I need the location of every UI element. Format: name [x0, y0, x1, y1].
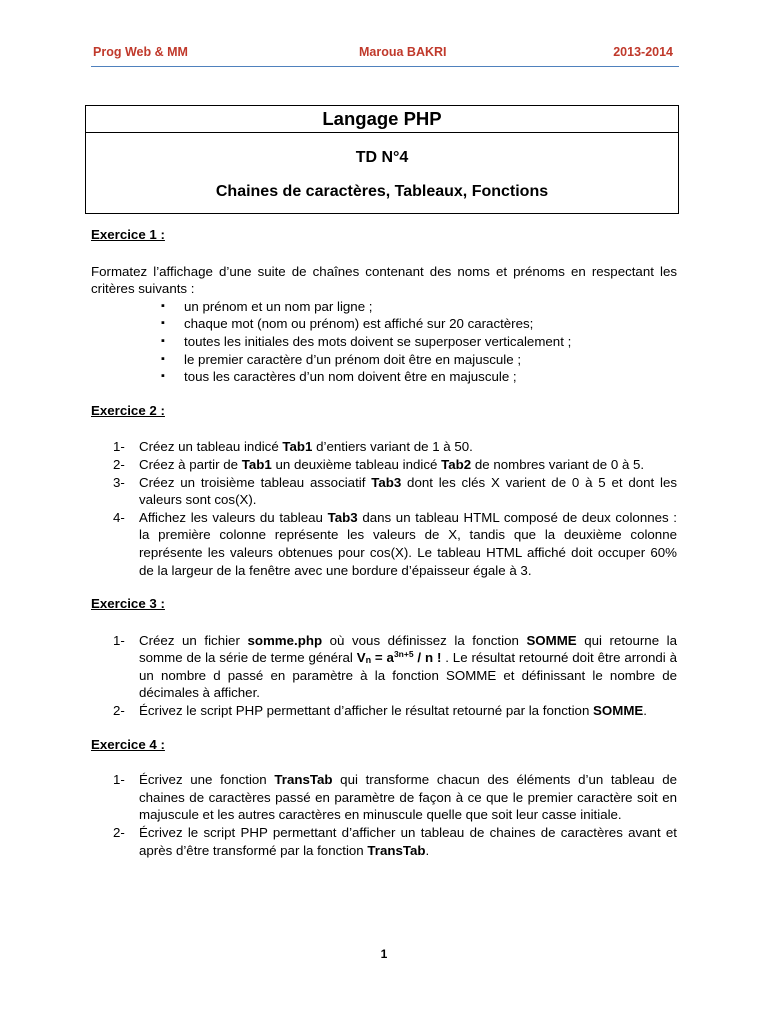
list-item: 1- Créez un tableau indicé Tab1 d’entiers variant de 1 à 50.	[113, 439, 473, 455]
list-item: ▪ chaque mot (nom ou prénom) est affiché sur 20 caractères;	[161, 316, 534, 332]
list-item: 3- Créez un troisième tableau associatif Tab3 dont les clés X varient de 0 à 5 et dont les valeurs sont cos(X).	[113, 474, 677, 508]
bullet-icon: ▪	[161, 352, 165, 365]
page-number: 1	[380, 947, 388, 961]
bullet-icon: ▪	[161, 334, 165, 347]
exercise-2-title: Exercice 2 :	[91, 402, 165, 418]
list-item: 2- Écrivez le script PHP permettant d’afficher un tableau de chaines de caractères avant et après d’être transformé par la fonction TransTab.	[113, 825, 677, 858]
header-author: Maroua BAKRI	[359, 45, 447, 59]
document-title: Langage PHP	[86, 106, 678, 133]
list-item: 4- Affichez les valeurs du tableau Tab3 dans un tableau HTML composé de deux colonnes : la première colonne représente les valeurs de X, tandis que la deuxième colonne représente les valeurs obtenues pour cos(X). Le tableau HTML affiché doit occuper 60% de la largeur de la fenêtre avec une bordure d’épaisseur égale à 3.	[113, 509, 677, 578]
list-item: ▪ le premier caractère d’un prénom doit être en majuscule ;	[161, 351, 522, 367]
series-formula: $V_n = a^{3n+5} / n$ !	[356, 649, 442, 666]
exercise-3-title: Exercice 3 :	[91, 596, 165, 612]
td-number: TD N°4	[355, 149, 409, 166]
exercise-4-list	[91, 771, 677, 859]
list-item: ▪ toutes les initiales des mots doivent se superposer verticalement ;	[161, 333, 572, 349]
exercise-2-list	[91, 438, 677, 579]
list-item: ▪ tous les caractères d’un nom doivent être en majuscule ;	[161, 369, 517, 385]
exercise-1-title: Exercice 1 :	[91, 227, 165, 242]
exercise-1-criteria-list	[91, 298, 677, 386]
bullet-icon: ▪	[161, 317, 165, 330]
document-body	[91, 226, 677, 859]
list-item: ▪ un prénom et un nom par ligne ;	[161, 298, 373, 314]
list-item: 2- Créez à partir de Tab1 un deuxième tableau indicé Tab2 de nombres variant de 0 à 5.	[113, 456, 645, 472]
list-item: 1- Créez un fichier somme.php où vous définissez la fonction SOMME qui retourne la somme de la série de terme général $V_n = a^{3n+5} / n$ ! . Le résultat retourné doit être arrondi à un nombre d passé en paramètre à la fonction SOMME et définissant le nombre de décimales à afficher.	[113, 632, 678, 701]
bullet-icon: ▪	[161, 370, 165, 383]
exercise-1-intro: Formatez l’affichage d’une suite de chaînes contenant des noms et prénoms en respectant les critères suivants :	[91, 263, 677, 297]
td-subtitle: Chaines de caractères, Tableaux, Fonctions	[215, 183, 549, 200]
exercise-4-title: Exercice 4 :	[91, 736, 165, 752]
list-item: 1- Écrivez une fonction TransTab qui transforme chacun des éléments d’un tableau de chaines de caractères passé en paramètre de façon à ce que le premier caractère soit en majuscule et les autres caractères en minuscule quelle que soit leur casse initiale.	[113, 772, 678, 823]
bullet-icon: ▪	[161, 299, 165, 312]
header-year: 2013-2014	[613, 45, 673, 59]
header-course: Prog Web & MM	[93, 45, 188, 59]
title-box	[85, 105, 679, 214]
exercise-3-list	[91, 632, 677, 720]
page-header	[91, 42, 679, 67]
list-item: 2- Écrivez le script PHP permettant d’afficher le résultat retourné par la fonction SOMME.	[113, 703, 647, 719]
